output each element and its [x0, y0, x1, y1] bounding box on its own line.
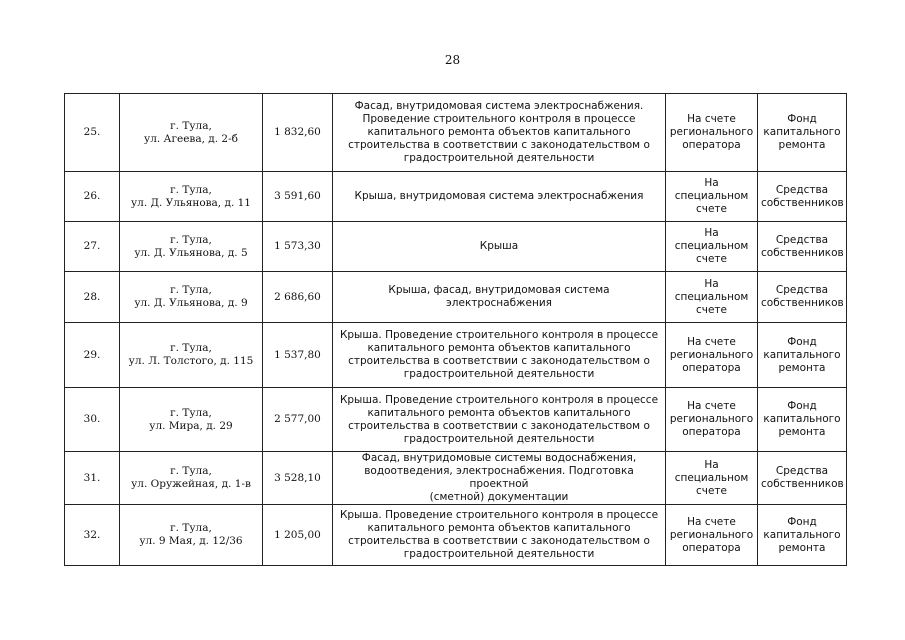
works-cell: [333, 272, 666, 323]
account-cell: [666, 94, 758, 172]
address-line: ул. Д. Ульянова, д. 11: [130, 196, 251, 209]
works-cell: [333, 222, 666, 272]
address-line: ул. Д. Ульянова, д. 9: [134, 297, 248, 309]
area-cell: 3 591,60: [263, 172, 333, 222]
fund-cell: [758, 272, 847, 323]
account-line: На счете: [687, 515, 736, 528]
table-body: [65, 94, 847, 566]
fund-line: ремонта: [778, 426, 826, 438]
works-line: строительства в соответствии с законодательством о: [348, 355, 650, 367]
account-line: счете: [695, 484, 727, 497]
account-line: регионального: [669, 413, 754, 425]
fund-line: ремонта: [778, 541, 826, 554]
row-number: 27.: [65, 222, 120, 272]
fund-cell: [758, 388, 847, 452]
area-cell: 1 537,80: [263, 323, 333, 388]
account-line: счете: [695, 203, 727, 215]
address-cell: [120, 94, 263, 172]
row-number: 28.: [65, 272, 120, 323]
account-cell: [666, 452, 758, 505]
fund-cell: [758, 505, 847, 566]
account-line: оператора: [682, 361, 741, 374]
account-line: На счете: [687, 335, 736, 348]
row-number: 26.: [65, 172, 120, 222]
works-line: строительства в соответствии с законодательством о: [348, 139, 650, 151]
address-line: ул. Д. Ульянова, д. 5: [134, 246, 248, 259]
area-cell: 1 205,00: [263, 505, 333, 566]
fund-line: Средства: [775, 183, 829, 196]
address-cell: [120, 505, 263, 566]
works-line: градостроительной деятельности: [403, 152, 595, 164]
works-cell: [333, 172, 666, 222]
fund-line: капитального: [763, 348, 841, 361]
account-line: регионального: [669, 348, 754, 361]
fund-line: Фонд: [787, 400, 817, 412]
fund-line: капитального: [763, 126, 841, 138]
area-cell: 2 686,60: [263, 272, 333, 323]
works-line: Крыша. Проведение строительного контроля в процессе: [339, 329, 659, 341]
works-line: капитального ремонта объектов капитального: [367, 342, 631, 354]
works-cell: [333, 94, 666, 172]
works-line: градостроительной деятельности: [403, 548, 595, 560]
works-line: строительства в соответствии с законодательством о: [348, 419, 650, 432]
works-cell: [333, 505, 666, 566]
account-line: специальном: [674, 471, 749, 484]
table-row: [65, 172, 847, 222]
address-line: ул. Оружейная, д. 1-в: [131, 478, 251, 490]
fund-line: собственников: [761, 478, 844, 490]
fund-line: собственников: [761, 246, 844, 259]
address-cell: [120, 222, 263, 272]
page-number: 28: [444, 53, 461, 67]
account-line: На: [704, 227, 719, 239]
row-number: 29.: [65, 323, 120, 388]
row-number: 31.: [65, 452, 120, 505]
fund-line: Фонд: [787, 113, 817, 125]
area-cell: 3 528,10: [263, 452, 333, 505]
fund-line: капитального: [763, 528, 841, 541]
fund-cell: [758, 94, 847, 172]
account-cell: [666, 323, 758, 388]
row-number: 32.: [65, 505, 120, 566]
table-row: [65, 222, 847, 272]
table-row: [65, 272, 847, 323]
address-line: ул. 9 Мая, д. 12/36: [139, 535, 243, 547]
area-cell: 1 573,30: [263, 222, 333, 272]
works-cell: [333, 323, 666, 388]
account-cell: [666, 505, 758, 566]
address-line: г. Тула,: [170, 119, 212, 132]
address-line: ул. Мира, д. 29: [149, 419, 233, 432]
works-line: капитального ремонта объектов капитального: [367, 406, 631, 419]
works-line: строительства в соответствии с законодательством о: [348, 535, 650, 547]
account-line: На: [704, 458, 719, 471]
address-line: г. Тула,: [170, 342, 212, 354]
works-line: Фасад, внутридомовые системы водоснабжения,: [361, 452, 637, 464]
works-line: градостроительной деятельности: [403, 368, 595, 380]
address-line: г. Тула,: [170, 406, 212, 419]
fund-line: собственников: [761, 297, 844, 309]
account-cell: [666, 222, 758, 272]
account-line: специальном: [674, 240, 749, 252]
address-line: ул. Л. Толстого, д. 115: [128, 355, 254, 367]
works-line: Крыша: [479, 240, 519, 252]
works-line: Крыша, внутридомовая система электроснабжения: [354, 190, 644, 202]
address-line: г. Тула,: [170, 284, 212, 296]
address-cell: [120, 272, 263, 323]
address-line: г. Тула,: [170, 183, 212, 196]
fund-line: ремонта: [778, 139, 826, 151]
account-line: На счете: [687, 113, 736, 125]
address-line: г. Тула,: [170, 465, 212, 477]
works-cell: [333, 388, 666, 452]
table-row: [65, 505, 847, 566]
account-line: оператора: [682, 139, 741, 151]
table-row: [65, 388, 847, 452]
address-cell: [120, 323, 263, 388]
address-line: г. Тула,: [170, 233, 212, 246]
account-line: На: [704, 277, 719, 290]
fund-line: Средства: [775, 284, 829, 296]
account-line: счете: [695, 253, 727, 265]
account-cell: [666, 172, 758, 222]
account-line: счете: [695, 303, 727, 316]
table-row: [65, 94, 847, 172]
works-line: Крыша. Проведение строительного контроля в процессе: [339, 509, 659, 521]
fund-line: Фонд: [787, 335, 817, 348]
fund-cell: [758, 222, 847, 272]
works-line: (сметной) документации: [429, 491, 569, 503]
account-line: регионального: [669, 528, 754, 541]
area-cell: 1 832,60: [263, 94, 333, 172]
account-line: оператора: [682, 426, 741, 438]
works-line: капитального ремонта объектов капитального: [367, 522, 631, 534]
account-line: На счете: [687, 400, 736, 412]
fund-line: ремонта: [778, 361, 826, 374]
fund-line: капитального: [763, 413, 841, 425]
account-cell: [666, 388, 758, 452]
account-line: регионального: [669, 126, 754, 138]
area-cell: 2 577,00: [263, 388, 333, 452]
works-line: Крыша, фасад, внутридомовая система электроснабжения: [388, 284, 610, 309]
account-line: оператора: [682, 541, 741, 554]
works-line: Фасад, внутридомовая система электроснабжения.: [354, 100, 644, 112]
address-line: г. Тула,: [170, 522, 212, 534]
row-number: 30.: [65, 388, 120, 452]
fund-cell: [758, 323, 847, 388]
works-line: капитального ремонта объектов капитального: [367, 126, 631, 138]
fund-cell: [758, 172, 847, 222]
row-number: 25.: [65, 94, 120, 172]
account-line: специальном: [674, 190, 749, 202]
fund-line: Средства: [775, 465, 829, 477]
table-row: [65, 323, 847, 388]
works-cell: [333, 452, 666, 505]
works-line: Проведение строительного контроля в процессе: [362, 113, 636, 125]
address-cell: [120, 388, 263, 452]
table-row: [65, 452, 847, 505]
account-line: На: [704, 177, 719, 189]
fund-line: собственников: [761, 196, 844, 209]
repair-registry-table: [64, 93, 847, 566]
address-line: ул. Агеева, д. 2-б: [144, 132, 238, 145]
works-line: водоотведения, электроснабжения. Подготовка проектной: [364, 465, 634, 490]
account-line: специальном: [674, 290, 749, 303]
fund-line: Средства: [775, 233, 829, 246]
account-cell: [666, 272, 758, 323]
fund-cell: [758, 452, 847, 505]
address-cell: [120, 452, 263, 505]
fund-line: Фонд: [787, 515, 817, 528]
works-line: градостроительной деятельности: [403, 432, 595, 445]
address-cell: [120, 172, 263, 222]
works-line: Крыша. Проведение строительного контроля в процессе: [339, 393, 659, 406]
